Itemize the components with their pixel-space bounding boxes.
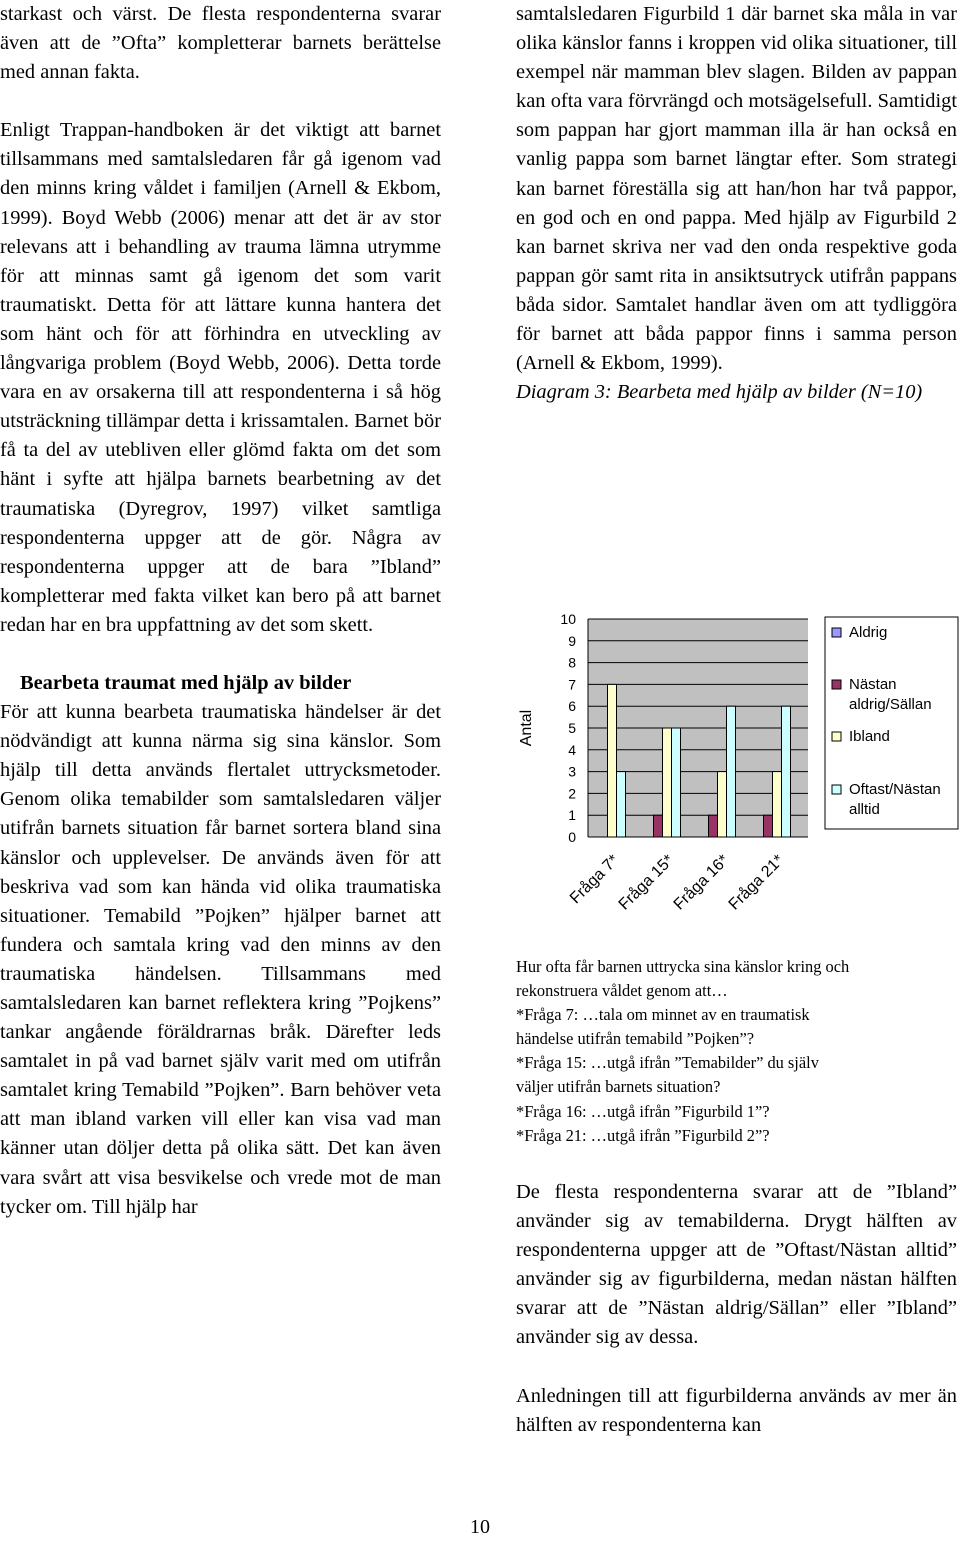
after-paragraph-2: Anledningen till att figurbilderna används av mer än hälften av respondenterna kan	[516, 1384, 957, 1436]
x-tick-label: Fråga 16*	[670, 851, 733, 914]
legend-label-line: Nästan	[849, 676, 897, 693]
left-paragraph-2: Enligt Trappan-handboken är det viktigt att barnet tillsammans med samtalsledaren får gå igenom vad den minns kring våldet i familjen (Arnell & Ekbom, 1999). Boyd Webb (2006) menar att det är av stor relevans att i behandling av trauma lämna utrymme för att minnas samt gå igenom det som varit traumatiskt. Detta för att lättare kunna hantera det som hänt och för att förhindra en utveckling av långvariga problem (Boyd Webb, 2006). Detta torde vara en av orsakerna till att respondenterna i så hög utsträckning tillämpar detta i krissamtalen. Barnet bör få ta del av utebliven eller glömd fakta om det som hänt i syfte att hjälpa barnets bearbetning av det traumatiska (Dyregrov, 1997) vilket samtliga respondenterna uppger att de gör. Några av respondenterna uppger att de bara ”Ibland” kompletterar med fakta vilket kan bero på att barnet redan har en bra uppfattning av det som skett.	[0, 119, 441, 636]
question-7: *Fråga 7: …tala om minnet av en traumatisk	[516, 1005, 810, 1025]
question-21: *Fråga 21: …utgå ifrån ”Figurbild 2”?	[516, 1125, 770, 1145]
x-tick-label: Fråga 7*	[566, 851, 623, 908]
legend	[825, 617, 958, 829]
legend-label-line: Ibland	[849, 728, 890, 745]
y-tick-label: 6	[568, 698, 576, 715]
legend-label	[849, 624, 887, 641]
legend-swatch	[832, 785, 841, 794]
y-tick-label: 0	[568, 829, 576, 845]
y-tick-label: 5	[568, 720, 576, 736]
right-paragraph-1: samtalsledaren Figurbild 1 där barnet ska måla in var olika känslor fanns i kroppen vid olika situationer, till exempel när mamman blev slagen. Bilden av pappan kan ofta vara förvrängd och motsägelsefull. Samtidigt som pappan har gjort mamman illa är han också en vanlig pappa som barnet längtar efter. Som strategi kan barnet föreställa sig att han/hon har två pappor, en god och en ond pappa. Med hjälp av Figurbild 2 kan barnet skriva ner vad den onda respektive goda pappan gör samt rita in ansiktsutryck utifrån pappans båda sidor. Samtalet handlar även om att tydliggöra för barnet att båda pappor finns i samma person (Arnell & Ekbom, 1999).	[516, 3, 957, 375]
y-axis	[560, 611, 576, 845]
page-number: 10	[470, 1516, 490, 1538]
left-column	[0, 0, 441, 1222]
right-column	[516, 0, 957, 407]
section	[0, 669, 441, 1222]
y-tick-label: 9	[568, 632, 576, 649]
y-tick-label: 10	[560, 611, 576, 627]
legend-label-line: Oftast/Nästan	[849, 781, 941, 798]
bar	[727, 706, 736, 837]
bar	[663, 728, 672, 837]
legend-label-line: alltid	[849, 801, 880, 818]
y-tick-label: 2	[568, 785, 576, 802]
bar	[709, 815, 718, 837]
question-15: *Fråga 15: …utgå ifrån ”Temabilder” du själv	[516, 1053, 819, 1073]
bar	[773, 772, 782, 837]
bar	[718, 772, 727, 837]
question-intro: Hur ofta får barnen uttrycka sina känslor kring och	[516, 957, 850, 976]
diagram-caption: Diagram 3: Bearbeta med hjälp av bilder (N=10)	[516, 381, 923, 404]
question-intro: rekonstruera våldet genom att…	[516, 981, 728, 1001]
y-axis-label: Antal	[518, 709, 535, 747]
left-paragraph-1: starkast och värst. De flesta respondenterna svarar även att de ”Ofta” kompletterar barnets berättelse med annan fakta.	[0, 3, 441, 84]
legend-label-line: aldrig/Sällan	[849, 696, 932, 713]
x-tick-label: Fråga 21*	[725, 851, 788, 914]
y-tick-label: 4	[568, 741, 576, 758]
left-paragraph-3: För att kunna bearbeta traumatiska händelser är det nödvändigt att kunna närma sig sina känslor. Som hjälp till detta används flertalet uttrycksmetoder. Genom olika temabilder som samtalsledaren väljer utifrån barnets situation får barnet sortera bland sina känslor och upplevelser. De används även för att beskriva vad som kan hända vid olika traumatiska situationer. Temabild ”Pojken” hjälper barnet att fundera och samtala kring vad den minns av den traumatiska händelsen. Tillsammans med samtalsledaren kan barnet reflektera kring ”Pojkens” tankar angående föräldrarnas bråk. Därefter leds samtalet in på vad barnet själv varit med om utifrån samtalet kring Temabild ”Pojken”. Barn behöver veta att man ibland varken vill eller kan visa vad man känner utan döljer detta på olika sätt. Det kan även vara svårt att visa besvikelse och vrede mot de man tycker om. Till hjälp har	[0, 701, 441, 1218]
y-tick-label: 7	[568, 676, 576, 693]
legend-label-line: Aldrig	[849, 624, 888, 641]
y-tick-label: 8	[568, 654, 576, 671]
section-heading: Bearbeta traumat med hjälp av bilder	[20, 671, 352, 694]
after-chart-text	[516, 1178, 957, 1440]
y-tick-label: 1	[568, 807, 576, 824]
x-tick-label: Fråga 15*	[615, 851, 678, 914]
bar	[672, 728, 681, 837]
legend-swatch	[832, 732, 841, 741]
x-axis	[566, 851, 787, 913]
bar	[608, 684, 617, 837]
legend-swatch	[832, 680, 841, 689]
question-7: händelse utifrån temabild ”Pojken”?	[516, 1029, 755, 1049]
bar	[617, 772, 626, 837]
bar	[764, 815, 773, 837]
legend-swatch	[832, 628, 841, 637]
bar-chart	[505, 600, 960, 940]
y-tick-label: 3	[568, 763, 576, 780]
legend-label	[849, 728, 890, 745]
question-16: *Fråga 16: …utgå ifrån ”Figurbild 1”?	[516, 1101, 770, 1121]
bar	[654, 815, 663, 837]
bar	[782, 706, 791, 837]
question-15: väljer utifrån barnets situation?	[516, 1077, 721, 1097]
after-paragraph-1: De flesta respondenterna svarar att de ”Ibland” använder sig av temabilderna. Drygt hälften av respondenterna uppger att de ”Oftast/Nästan alltid” använder sig av figurbilderna, medan nästan hälften svarar att de ”Nästan aldrig/Sällan” eller ”Ibland” använder sig av dessa.	[516, 1181, 957, 1349]
question-list	[516, 955, 960, 1148]
